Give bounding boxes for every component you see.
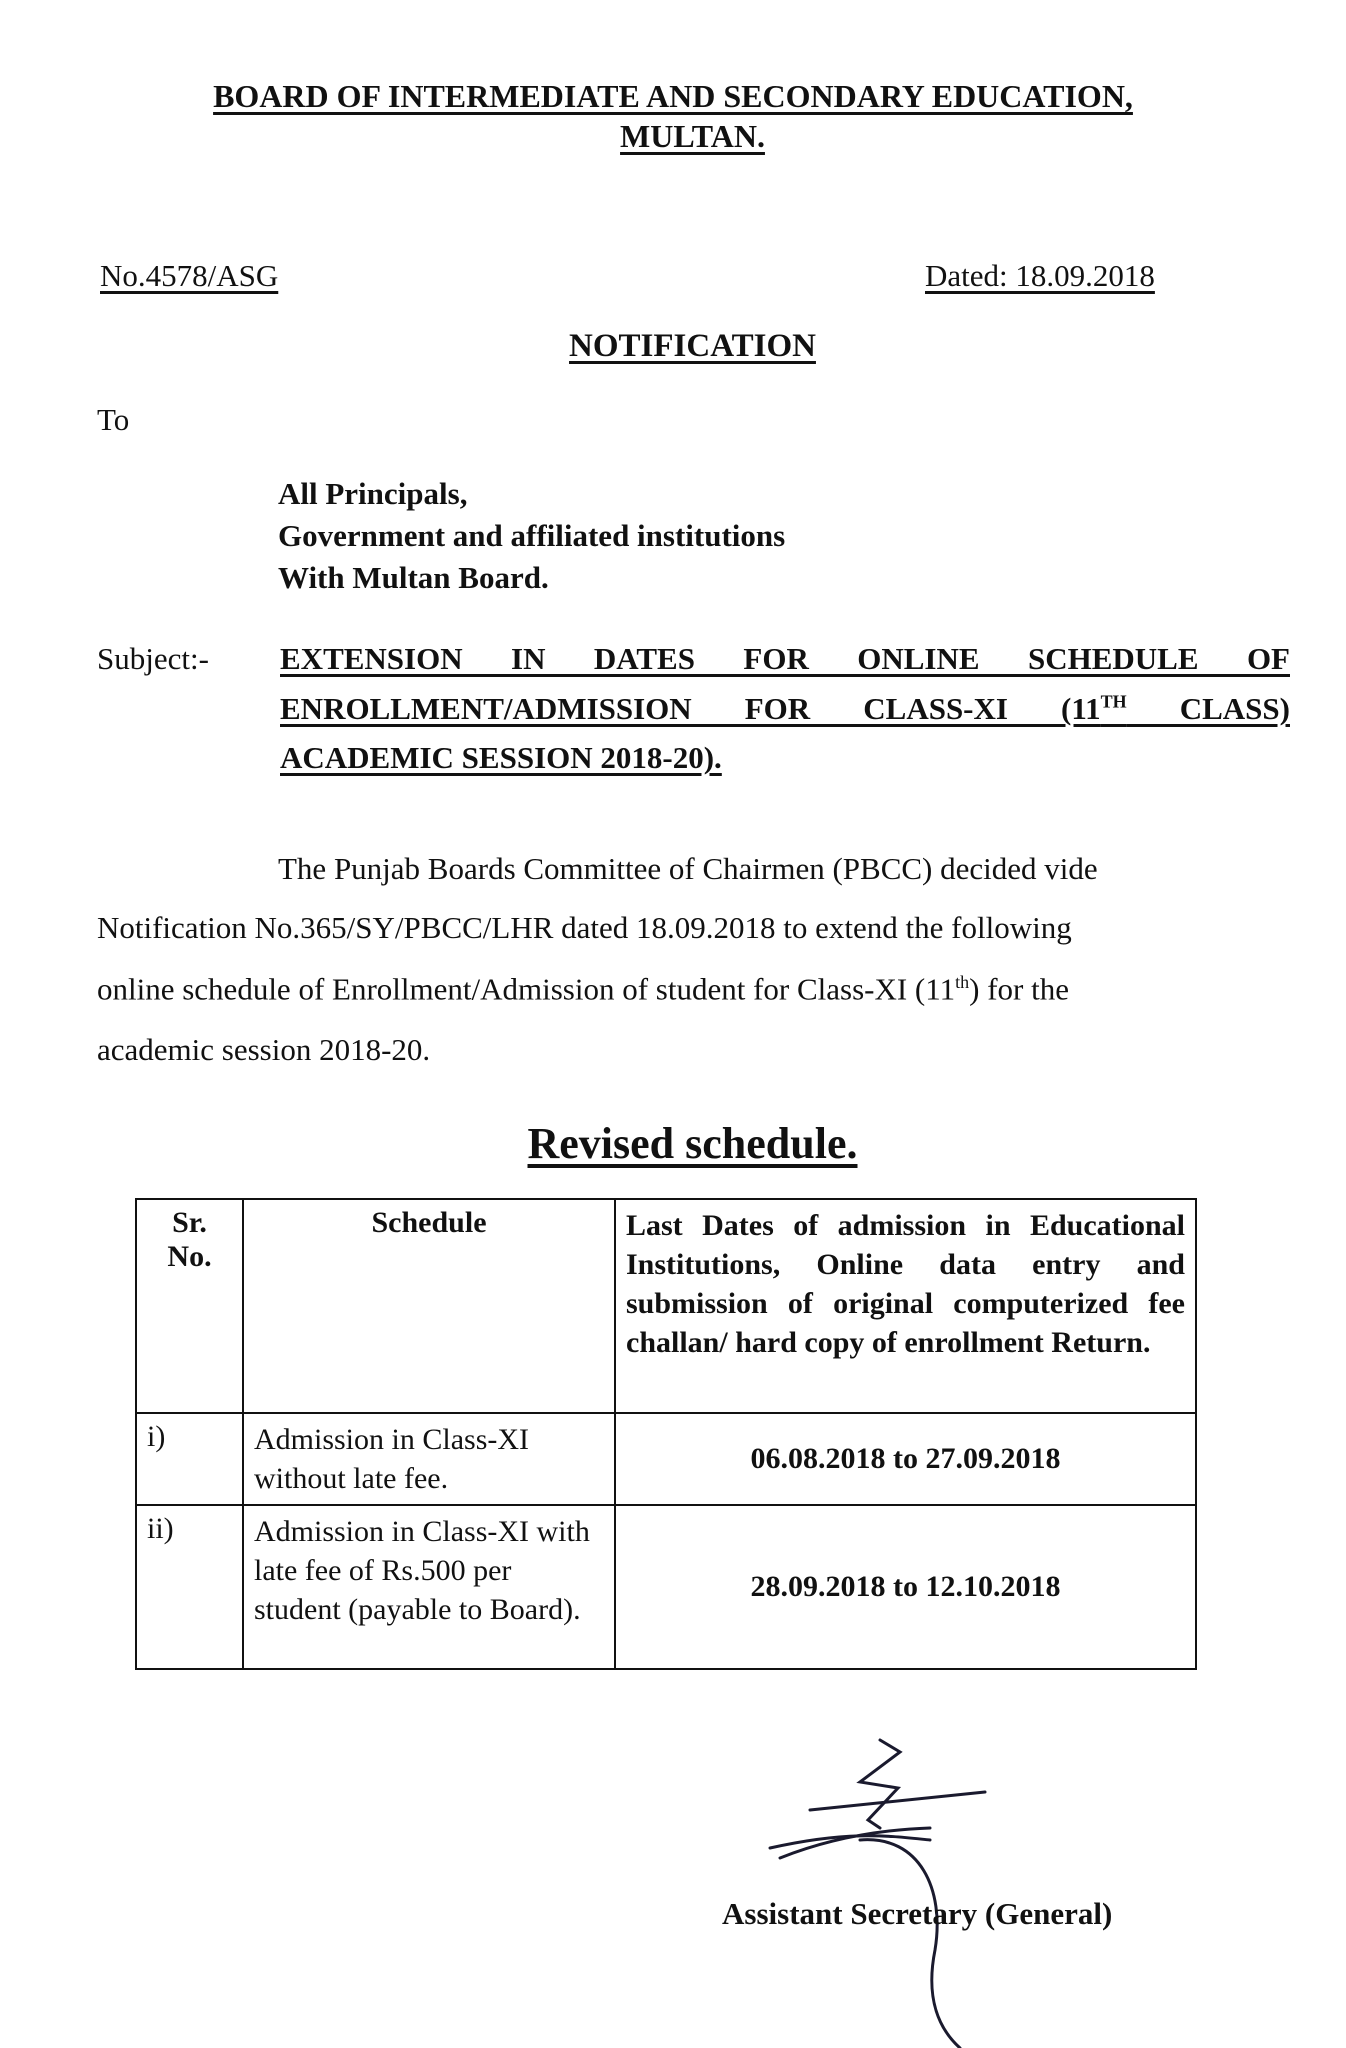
subject-line: EXTENSION IN DATES FOR ONLINE SCHEDULE OF [280, 641, 1290, 676]
body-line: Notification No.365/SY/PBCC/LHR dated 18.09.2018 to extend the following [97, 910, 1072, 945]
row-sr-no: ii) [136, 1505, 243, 1669]
body-text: ) for the [969, 971, 1069, 1007]
row-sr-no: i) [136, 1413, 243, 1505]
subject-text: ENROLLMENT/ADMISSION FOR CLASS-XI (11 [280, 691, 1101, 726]
body-text: online schedule of Enrollment/Admission of student for Class-XI (11 [97, 971, 956, 1007]
row-schedule: Admission in Class-XI with late fee of Rs.500 per student (payable to Board). [243, 1505, 615, 1669]
header-last-dates: Last Dates of admission in Educational Institutions, Online data entry and submission of original computerized fee challan/ hard copy of enrollment Return. [615, 1199, 1196, 1413]
to-label: To [97, 402, 130, 437]
body-line [97, 971, 1069, 1007]
reference-number: No.4578/ASG [100, 258, 279, 293]
row-dates: 06.08.2018 to 27.09.2018 [615, 1413, 1196, 1505]
addressee-line: Government and affiliated institutions [278, 518, 786, 553]
header-schedule: Schedule [243, 1199, 615, 1413]
body-superscript: th [955, 972, 970, 992]
signature-image [730, 1730, 1030, 2048]
subject-label: Subject:- [97, 641, 209, 676]
header-sr-no: Sr. No. [136, 1199, 243, 1413]
schedule-title: Revised schedule. [527, 1119, 858, 1168]
subject-superscript: TH [1100, 691, 1127, 712]
row-dates: 28.09.2018 to 12.10.2018 [615, 1505, 1196, 1669]
signature-stroke [810, 1792, 985, 1810]
addressee-line: All Principals, [278, 476, 468, 511]
subject-text: CLASS) [1126, 691, 1290, 726]
subject-line [280, 691, 1290, 727]
body-line: The Punjab Boards Committee of Chairmen (PBCC) decided vide [278, 851, 1098, 886]
board-city: MULTAN. [620, 118, 765, 154]
addressee-line: With Multan Board. [278, 560, 549, 595]
signatory-title: Assistant Secretary (General) [722, 1896, 1113, 1931]
body-line: academic session 2018-20. [97, 1032, 431, 1067]
signature-stroke [860, 1840, 960, 2048]
notification-title: NOTIFICATION [569, 328, 816, 364]
notification-date: Dated: 18.09.2018 [925, 258, 1155, 293]
board-name: BOARD OF INTERMEDIATE AND SECONDARY EDUCATION, [213, 78, 1133, 114]
table-row [136, 1413, 1196, 1505]
signature-stroke [860, 1740, 900, 1828]
signature-stroke [770, 1836, 930, 1848]
schedule-table [135, 1198, 1197, 1670]
table-row [136, 1505, 1196, 1669]
subject-line: ACADEMIC SESSION 2018-20). [280, 740, 722, 775]
row-schedule: Admission in Class-XI without late fee. [243, 1413, 615, 1505]
table-header-row [136, 1199, 1196, 1413]
